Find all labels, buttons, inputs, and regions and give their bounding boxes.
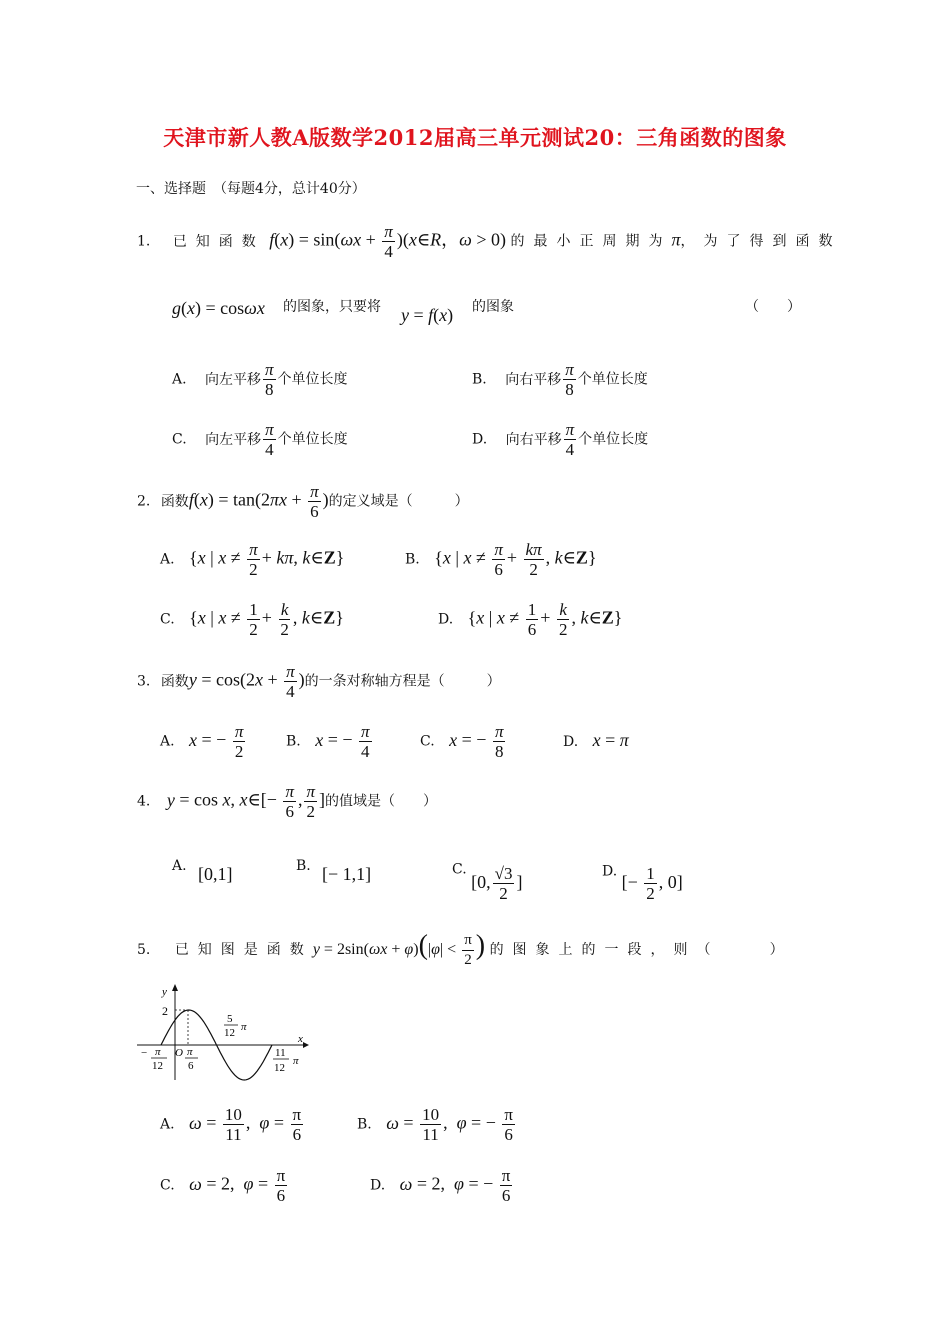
q3-option-a: A. x = − $\frac{\pi}{2}$ <box>160 722 244 761</box>
y-axis-arrow <box>172 984 178 991</box>
option-label: A. <box>160 1116 175 1133</box>
question-5: 5. 已知图是函数y = 2sin(ωx + φ)(|φ| < $\frac{\pi}{2}$ ) 的图象上的一段，则（ ） <box>137 930 784 968</box>
q5-option-d: D. ω = 2, φ = − $\frac{\pi}{6}$ <box>370 1166 511 1205</box>
option-label: C. <box>452 861 467 878</box>
q2-option-d: D. {x | x ≠ $\frac{1}{6}$ + $\frac{k}{2}$ , k∈Z} <box>438 600 623 639</box>
x-axis-arrow <box>303 1042 309 1048</box>
mid-num: π <box>187 1046 193 1058</box>
q2-option-c: C. {x | x ≠ $\frac{1}{2}$ + $\frac{k}{2}$ , k∈Z} <box>160 600 344 639</box>
origin-label: O <box>175 1047 183 1059</box>
page-title: 天津市新人教A版数学2012届高三单元测试20：三角函数的图象 <box>163 125 787 150</box>
option-label: C. <box>420 733 435 750</box>
option-text-after: 个单位长度 <box>277 371 348 388</box>
q3-option-b: B. x = − $\frac{\pi}{4}$ <box>286 722 370 761</box>
q1-line2-text: 的图象，只要将 <box>283 299 381 315</box>
option-label: A. <box>172 858 187 874</box>
q4-option-d: D. [− $\frac{1}{2}$ , 0] <box>602 863 683 903</box>
q5-close: ） <box>769 942 784 958</box>
option-label: B. <box>357 1116 372 1133</box>
q5-option-b: B. ω = $\frac{10}{11}$ , φ = − $\frac{\pi}{6}$ <box>357 1105 513 1144</box>
mid-den: 6 <box>188 1060 194 1072</box>
q5-option-c: C. ω = 2, φ = $\frac{\pi}{6}$ <box>160 1166 286 1205</box>
q3-number: 3. <box>137 673 151 690</box>
q1-tail2: ，为了得到函数 <box>680 233 842 250</box>
option-label: A. <box>160 551 175 568</box>
option-label: D. <box>370 1177 386 1194</box>
q2-option-a: A. {x | x ≠ $\frac{\pi}{2}$ + kπ, k∈Z} <box>160 540 345 579</box>
q4-tail: 的值域是（ ） <box>325 793 438 810</box>
q1-line2: g(x) = cosωx <box>172 298 265 318</box>
q2-tail: 的定义域是（ ） <box>328 493 469 510</box>
q4-option-b: B. [− 1,1] <box>296 858 372 884</box>
q1-option-b: B. 向右平移 $\frac{\pi}{8}$ 个单位长度 <box>472 360 648 399</box>
q1-option-a: A. 向左平移 $\frac{\pi}{8}$ 个单位长度 <box>172 360 348 399</box>
option-text: 向左平移 <box>205 431 262 448</box>
option-label: B. <box>405 551 420 568</box>
q5-lead: 已知图是函数 <box>174 942 313 958</box>
option-label: B. <box>296 858 311 874</box>
right-pi: π <box>293 1055 299 1067</box>
q1-line2-formula2: y = f(x) <box>401 305 454 325</box>
top-pi: π <box>241 1021 247 1033</box>
option-label: C. <box>160 611 175 628</box>
option-text: 向左平移 <box>205 371 262 388</box>
option-label: D. <box>472 431 488 448</box>
left-den: 12 <box>152 1060 163 1072</box>
option-label: D. <box>602 863 618 880</box>
q5-tail: 的图象上的一段，则（ <box>489 942 720 958</box>
q3-option-d: D. x = π <box>563 730 629 750</box>
q3-option-c: C. x = − $\frac{\pi}{8}$ <box>420 722 504 761</box>
question-3: 3. 函数y = cos(2x + $\frac{\pi}{4}$ )的一条对称轴方程是（ ） <box>137 662 501 701</box>
q1-number: 1. <box>137 233 151 250</box>
top-num: 5 <box>227 1013 233 1025</box>
q2-lead: 函数 <box>160 493 189 510</box>
q3-tail: 的一条对称轴方程是（ ） <box>304 673 501 690</box>
q3-lead: 函数 <box>160 673 189 690</box>
q4-number: 4. <box>137 793 151 810</box>
option-label: D. <box>438 611 454 628</box>
section-heading: 一、选择题 （每题4分，总计40分） <box>136 181 366 197</box>
question-4: 4. y = cos x, x∈[− $\frac{\pi}{6}$ , $\frac{\pi}{2}$ ]的值域是（ ） <box>137 782 438 821</box>
right-den: 12 <box>274 1062 285 1074</box>
y-axis-label: y <box>162 986 167 998</box>
top-den: 12 <box>224 1027 235 1039</box>
question-1: 1. 已知函数 f(x) = sin(ωx + $\frac{\pi}{4}$ )(x∈R，ω > 0) 的最小正周期为π，为了得到函数 <box>137 222 842 261</box>
option-label: C. <box>172 431 187 448</box>
option-text-after: 个单位长度 <box>578 431 649 448</box>
q2-number: 2. <box>137 493 151 510</box>
option-text: 向右平移 <box>505 371 562 388</box>
q5-option-a: A. ω = $\frac{10}{11}$ , φ = $\frac{\pi}{6}$ <box>160 1105 302 1144</box>
x-axis-label: x <box>298 1033 303 1045</box>
sine-graph <box>135 982 310 1082</box>
y-tick-2: 2 <box>162 1004 168 1018</box>
option-label: A. <box>172 371 187 388</box>
left-sign: − <box>141 1047 148 1059</box>
q2-option-b: B. {x | x ≠ $\frac{\pi}{6}$ + $\frac{k\pi}{2}$ , k∈Z} <box>405 540 597 579</box>
q4-option-a: A. [0,1] <box>172 858 233 884</box>
q1-option-d: D. 向右平移 $\frac{\pi}{4}$ 个单位长度 <box>472 420 649 459</box>
question-2: 2. 函数f(x) = tan(2πx + $\frac{\pi}{6}$ )的定义域是（ ） <box>137 482 469 521</box>
option-text: 向右平移 <box>505 431 562 448</box>
q1-line2-end: 的图象 <box>472 299 514 315</box>
q4-option-c: C. [0, $\frac{√3}{2}$ ] <box>452 861 523 903</box>
left-num: π <box>155 1046 161 1058</box>
right-num: 11 <box>275 1047 286 1059</box>
option-text-after: 个单位长度 <box>577 371 648 388</box>
option-label: C. <box>160 1177 175 1194</box>
q1-formula: f <box>269 229 275 250</box>
option-label: B. <box>286 733 301 750</box>
option-label: A. <box>160 733 175 750</box>
option-text-after: 个单位长度 <box>277 431 348 448</box>
q1-option-c: C. 向左平移 $\frac{\pi}{4}$ 个单位长度 <box>172 420 348 459</box>
option-label: D. <box>563 734 579 750</box>
option-label: B. <box>472 371 487 388</box>
q1-answer-paren: （ ） <box>745 299 801 315</box>
q1-lead: 已知函数 <box>172 233 265 250</box>
q1-tail: 的最小正周期为 <box>510 233 672 250</box>
q5-number: 5. <box>137 942 151 958</box>
